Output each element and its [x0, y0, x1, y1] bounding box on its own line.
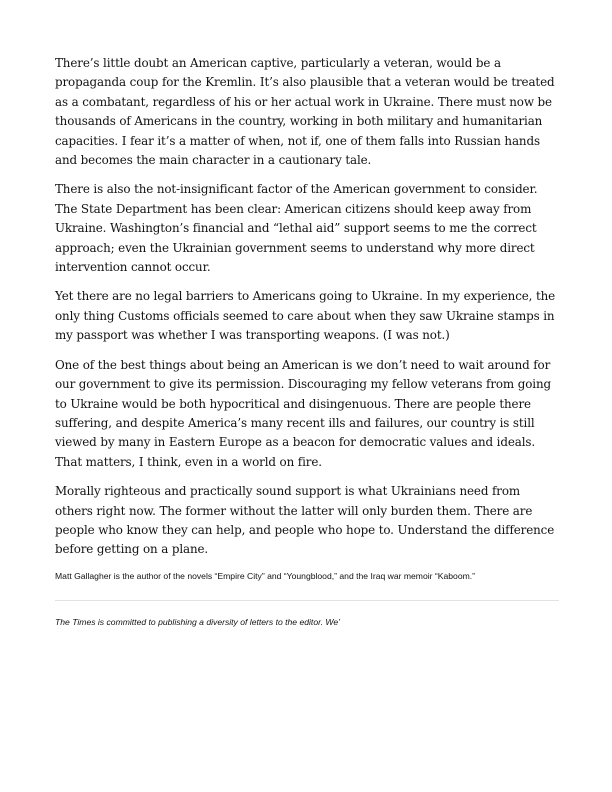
- author-bio: Matt Gallagher is the author of the novels “Empire City” and “Youngblood,” and the Iraq war memoir “Kaboom.”: [55, 570, 476, 581]
- article-body: [55, 54, 559, 628]
- article-paragraph-2: There is also the not-insignificant factor of the American government to consider. The State Department has been clear: American citizens should keep away from Ukraine. Washington’s financial and “lethal aid” support seems to me the correct approach; even the Ukrainian government seems to understand why more direct intervention cannot occur.: [55, 182, 538, 275]
- letters-note: The Times is committed to publishing a diversity of letters to the editor. We’: [55, 616, 341, 627]
- article-paragraph-1: There’s little doubt an American captive, particularly a veteran, would be a propaganda coup for the Kremlin. It’s also plausible that a veteran would be treated as a combatant, regardless of his or her actual work in Ukraine. There must now be thousands of Americans in the country, working in both military and humanitarian capacities. I fear it’s a matter of when, not if, one of them falls into Russian hands and becomes the main character in a cautionary tale.: [55, 56, 555, 168]
- article-paragraph-3: Yet there are no legal barriers to Americans going to Ukraine. In my experience, the only thing Customs officials seemed to care about when they saw Ukraine stamps in my passport was whether I was transporting weapons. (I was not.): [55, 289, 556, 343]
- article-paragraph-5: Morally righteous and practically sound support is what Ukrainians need from others right now. The former without the latter will only burden them. There are people who know they can help, and people who hope to. Understand the difference before getting on a plane.: [55, 484, 555, 557]
- section-divider: [55, 600, 559, 601]
- article-paragraph-4: One of the best things about being an American is we don’t need to wait around for our government to give its permission. Discouraging my fellow veterans from going to Ukraine would be both hypocritical and disingenuous. There are people there suffering, and despite America’s many recent ills and failures, our country is still viewed by many in Eastern Europe as a beacon for democratic values and ideals. That matters, I think, even in a world on fire.: [55, 357, 551, 469]
